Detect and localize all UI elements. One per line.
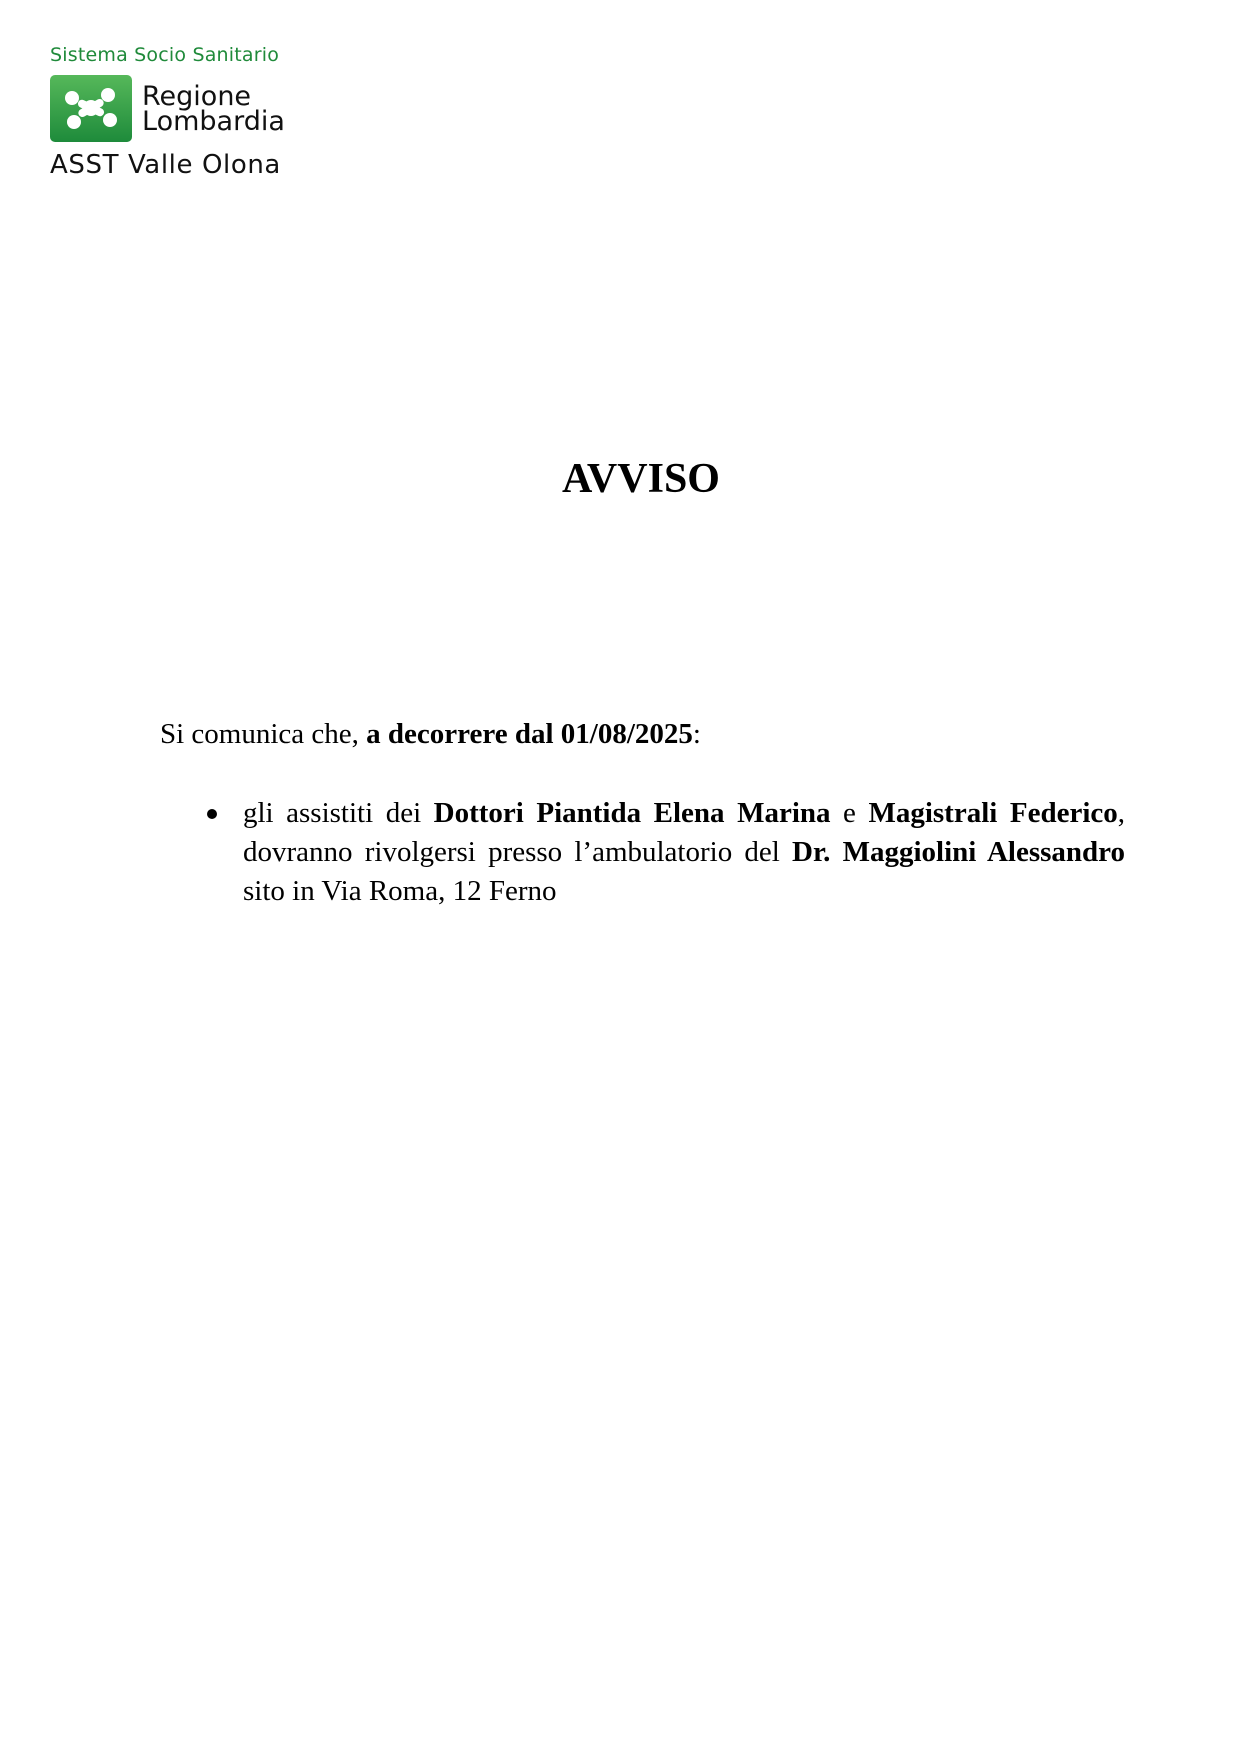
- region-line-lombardia: Lombardia: [142, 105, 285, 137]
- bullet-icon: [207, 809, 217, 819]
- intro-prefix: Si comunica che,: [160, 718, 367, 750]
- item-text-part-4: sito in Via Roma, 12 Ferno: [243, 875, 557, 907]
- asst-logo: [50, 44, 350, 179]
- list-item: [205, 794, 1125, 911]
- effective-date-text: a decorrere dal 01/08/2025: [366, 718, 693, 750]
- organization-system-label: Sistema Socio Sanitario: [50, 44, 280, 66]
- regione-lombardia-logo-icon: [50, 75, 132, 142]
- intro-suffix: :: [692, 718, 701, 750]
- notice-list: [205, 794, 1125, 911]
- region-logo-row: [50, 75, 350, 142]
- previous-doctors-1: Dottori Piantida Elena Marina: [433, 797, 831, 829]
- notice-intro: [160, 716, 1120, 752]
- item-text-part-1: gli assistiti dei: [243, 797, 434, 829]
- region-line-regione: Regione: [142, 80, 252, 112]
- agency-name: ASST Valle Olona: [50, 150, 281, 180]
- notice-title: AVVISO: [562, 456, 720, 502]
- item-text-part-2: e: [830, 797, 869, 829]
- new-doctor-name: Dr. Maggiolini Alessandro: [792, 836, 1126, 868]
- item-text-part-3: , dovranno rivolgersi presso l’ambulatorio del: [243, 797, 1125, 868]
- previous-doctors-2: Magistrali Federico: [868, 797, 1118, 829]
- region-name: [142, 80, 285, 137]
